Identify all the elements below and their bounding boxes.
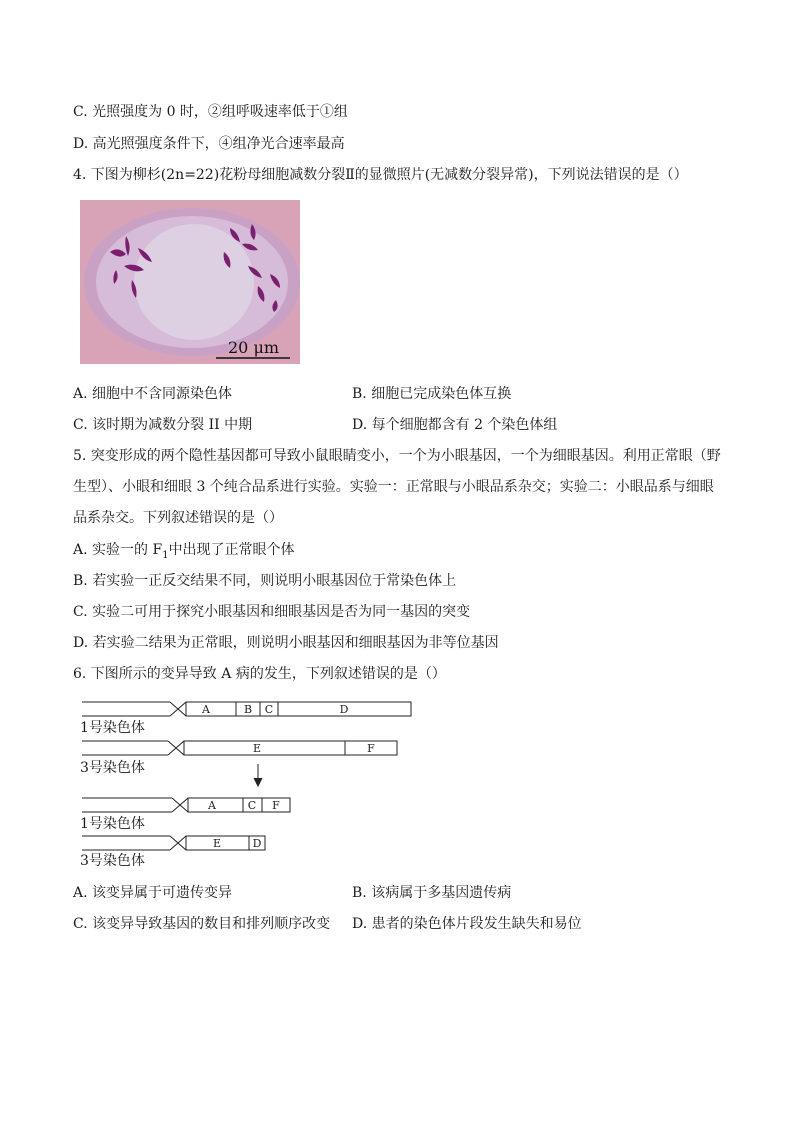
option-5a-sub: 1 bbox=[162, 549, 169, 561]
option-d-prev: D. 高光照强度条件下，④组净光合速率最高 bbox=[73, 136, 345, 152]
option-6c: C. 该变异导致基因的数目和排列顺序改变 bbox=[73, 916, 331, 932]
option-4c: C. 该时期为减数分裂 II 中期 bbox=[73, 417, 253, 433]
chromosome-diagram bbox=[80, 696, 420, 868]
question-5-stem-line2: 生型）、小眼和细眼 3 个纯合品系进行实验。实验一：正常眼与小眼品系杂交；实验二：小眼品系与细眼 bbox=[73, 479, 714, 495]
option-6b: B. 该病属于多基因遗传病 bbox=[352, 885, 512, 901]
option-4b: B. 细胞已完成染色体互换 bbox=[352, 386, 512, 402]
question-6-stem: 6. 下图所示的变异导致 A 病的发生，下列叙述错误的是（） bbox=[73, 666, 446, 682]
chr3-label-before: 3号染色体 bbox=[80, 760, 145, 776]
gene-c: C bbox=[264, 703, 274, 716]
gene-e: E bbox=[252, 742, 262, 755]
option-5a bbox=[73, 540, 295, 566]
gene-e-after: E bbox=[212, 837, 222, 850]
gene-d-after: D bbox=[252, 837, 262, 850]
question-5-stem-line1: 5. 突变形成的两个隐性基因都可导致小鼠眼睛变小，一个为小眼基因，一个为细眼基因。利用正常眼（野 bbox=[73, 448, 721, 464]
question-4-stem: 4. 下图为柳杉(2n=22)花粉母细胞减数分裂Ⅱ的显微照片(无减数分裂异常)，下列说法错误的是（） bbox=[73, 167, 688, 183]
option-c-prev: C. 光照强度为 0 时，②组呼吸速率低于①组 bbox=[73, 104, 348, 120]
chr1-label-after: 1号染色体 bbox=[80, 816, 145, 832]
gene-b: B bbox=[243, 703, 253, 716]
option-4a: A. 细胞中不含同源染色体 bbox=[73, 386, 233, 402]
gene-f: F bbox=[367, 742, 375, 755]
chr1-label-before: 1号染色体 bbox=[80, 720, 145, 736]
micrograph-image bbox=[80, 200, 300, 364]
question-5-stem-line3: 品系杂交。下列叙述错误的是（） bbox=[73, 510, 283, 526]
option-5a-pre: A. 实验一的 F bbox=[73, 542, 163, 558]
scale-bar-label: 20 μm bbox=[228, 338, 280, 357]
gene-f-after: F bbox=[272, 799, 280, 812]
gene-a: A bbox=[202, 703, 210, 716]
gene-a-after: A bbox=[208, 799, 216, 812]
option-6a: A. 该变异属于可遗传变异 bbox=[73, 885, 233, 901]
option-5c: C. 实验二可用于探究小眼基因和细眼基因是否为同一基因的突变 bbox=[73, 604, 471, 620]
option-4d: D. 每个细胞都含有 2 个染色体组 bbox=[352, 417, 558, 433]
option-5a-post: 中出现了正常眼个体 bbox=[168, 542, 295, 558]
option-5b: B. 若实验一正反交结果不同，则说明小眼基因位于常染色体上 bbox=[73, 573, 457, 589]
gene-d: D bbox=[339, 703, 349, 716]
gene-c-after: C bbox=[247, 799, 257, 812]
chr3-label-after: 3号染色体 bbox=[80, 853, 145, 868]
option-5d: D. 若实验二结果为正常眼，则说明小眼基因和细眼基因为非等位基因 bbox=[73, 635, 499, 651]
option-6d: D. 患者的染色体片段发生缺失和易位 bbox=[352, 916, 582, 932]
